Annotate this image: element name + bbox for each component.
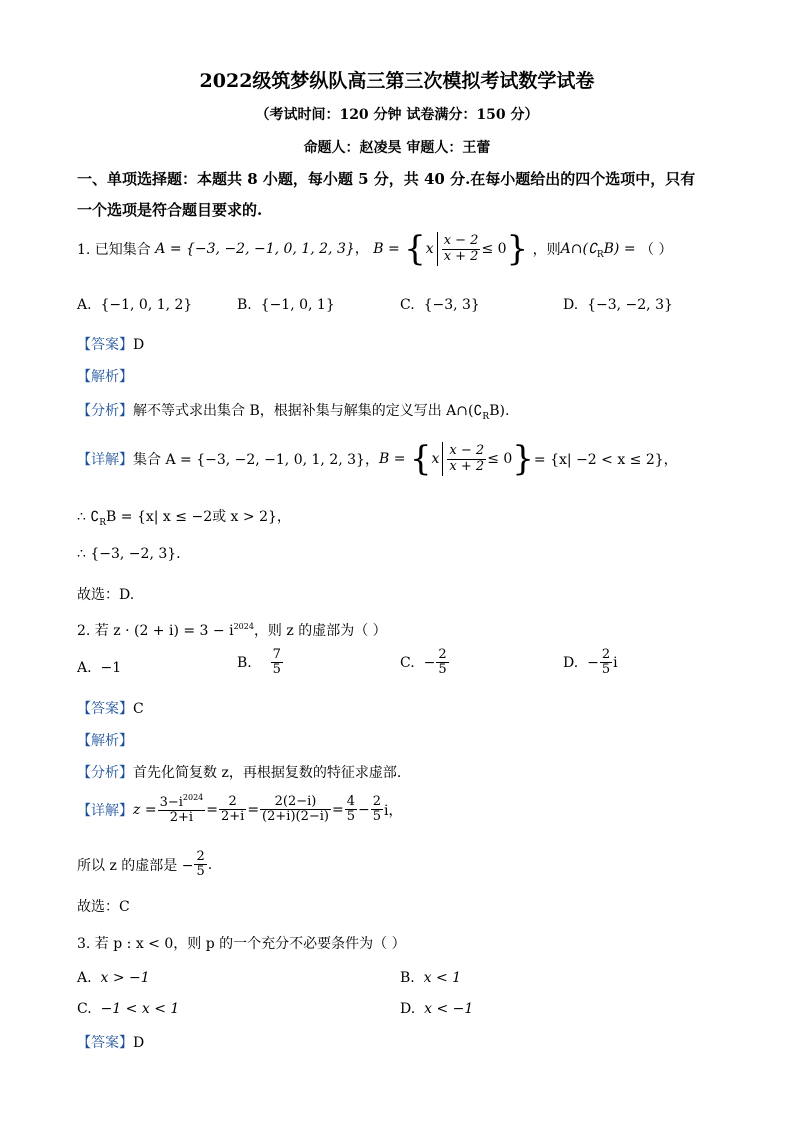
q1-option-b: B. {−1, 0, 1}	[237, 297, 335, 313]
q2-fenxi: 【分析】首先化简复数 z，再根据复数的特征求虚部.	[77, 765, 402, 781]
q3-option-d: D. x < −1	[400, 1001, 474, 1017]
q2-option-b: B. $\frac{7}{5}$	[237, 647, 281, 678]
authors-line: 命题人：赵凌昊 审题人：王蕾	[303, 140, 491, 156]
q1-detail: 【详解】集合 A = {−3, −2, −1, 0, 1, 2, 3}，B = {x $\frac{x - 2}{x + 2}$ ≤ 0}= {x| −2 < x ≤ 2}，	[77, 439, 678, 479]
q1-answer: 【答案】D	[77, 337, 145, 353]
page-title: 2022级筑梦纵队高三第三次模拟考试数学试卷	[199, 70, 595, 92]
q1-fenxi: 【分析】解不等式求出集合 B，根据补集与解集的定义写出 $A\cap(∁_RB)$.	[77, 403, 510, 422]
q1-set-b-fraction: $\frac{x - 2}{x + 2}$	[443, 233, 479, 264]
section-heading-line1: 一、单项选择题：本题共 8 小题，每小题 5 分，共 40 分.在每小题给出的四个选项中，只有	[77, 170, 696, 188]
q3-option-c: C. −1 < x < 1	[77, 1001, 180, 1017]
q2-answer: 【答案】C	[77, 701, 144, 717]
q2-conclusion: 所以 z 的虚部是 − $\frac{2}{5}$ .	[77, 849, 213, 880]
q2-option-d: D. − $\frac{2}{5}$ i	[563, 647, 618, 678]
q2-detail: 【详解】z = $\frac{3-i^{2024}}{2+i}$ = $\frac{2}{2+i}$ = $\frac{2(2-i)}{(2+i)(2-i)}$ = $\frac{4}{5}$ − $\frac{2}{5}$ i，	[77, 793, 403, 826]
q1-step3: ∴ {−3, −2, 3}.	[77, 546, 181, 562]
q1-option-d: D. {−3, −2, 3}	[563, 297, 673, 313]
question-2-stem: 2. 若 $z \cdot (2 + i) = 3 - i^{2024}$，则 z 的虚部为（ ）	[77, 622, 387, 639]
q3-option-a: A. x > −1	[77, 970, 150, 986]
question-3-stem: 3. 若 p : x < 0，则 p 的一个充分不必要条件为（ ）	[77, 936, 406, 952]
section-heading-line2: 一个选项是符合题目要求的.	[77, 201, 263, 219]
question-1-stem: 1. 已知集合 A = {−3, −2, −1, 0, 1, 2, 3}， B = {x $\frac{x - 2}{x + 2}$ ≤ 0} ，则$A\cap(∁_RB)$ = （ ）	[77, 229, 673, 269]
q1-option-c: C. {−3, 3}	[400, 297, 480, 313]
exam-time-info: （考试时间：120 分钟 试卷满分：150 分）	[255, 107, 539, 123]
q3-option-b: B. x < 1	[400, 970, 462, 986]
q1-step2: ∴ $∁_RB = \{x|$ x ≤ −2或 x > 2}，	[77, 509, 291, 528]
q1-option-a: A. {−1, 0, 1, 2}	[77, 297, 193, 313]
q2-option-c: C. − $\frac{2}{5}$	[400, 647, 447, 678]
q1-analysis-label: 【解析】	[77, 369, 133, 385]
q2-analysis-label: 【解析】	[77, 733, 133, 749]
q1-choose: 故选：D.	[77, 587, 135, 603]
q2-option-a: A. −1	[77, 660, 122, 676]
q2-choose: 故选：C	[77, 899, 130, 915]
q3-answer: 【答案】D	[77, 1035, 145, 1051]
